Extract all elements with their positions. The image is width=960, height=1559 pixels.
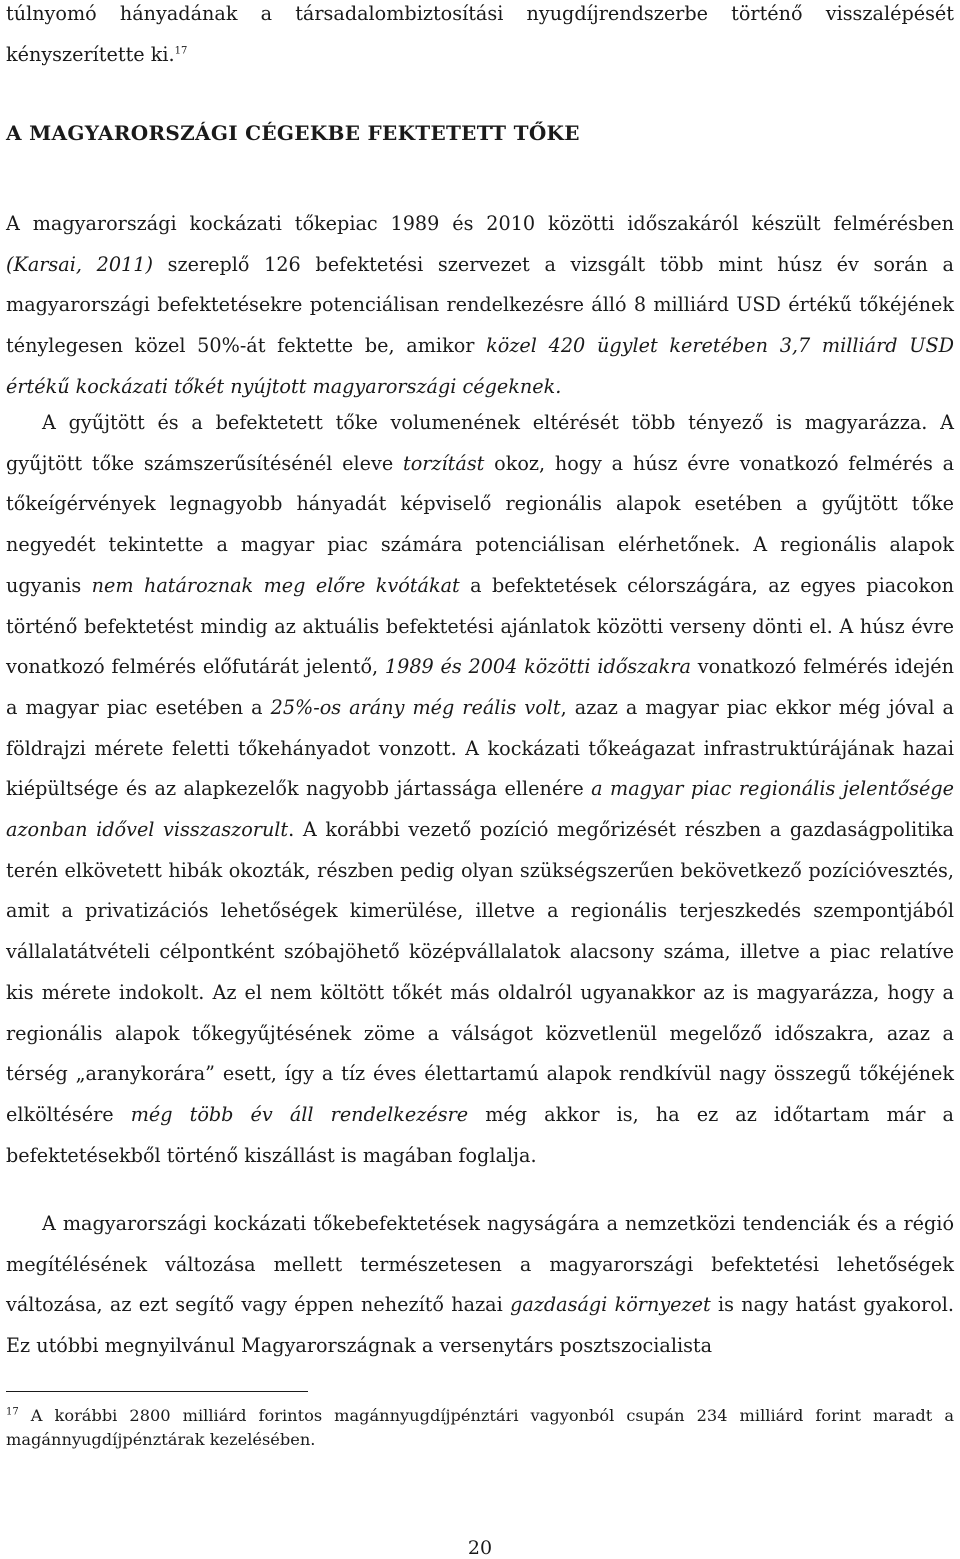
- p2-emph-l: még több év áll rendelkezésre: [130, 1102, 469, 1126]
- p2-emph-b: torzítást: [403, 451, 485, 475]
- p2-text-c: okoz, hogy a húsz évre vonatkozó felmérés a tőkeígérvények legnagyobb hányadát képviselő regionális alapok esetében a gyűjtött tőke negyedét tekintette a magyar piac számára potenciálisan elérhetőnek. A regionális alapok ugyanis: [6, 451, 955, 597]
- p2-emph-j: a magyar piac regionális jelentősége azonban idővel visszaszorult: [6, 777, 954, 842]
- p1-citation: (Karsai, 2011): [6, 252, 153, 276]
- p2-text-i: , azaz a magyar piac ekkor még jóval a földrajzi mérete feletti tőkehányadot vonzott. A kockázati tőkeágazat infrastruktúrájának hazai kiépültsége és az alapkezelők nagyobb jártassága ellenére: [6, 695, 954, 801]
- p2-text-e: a befektetések célországára, az egyes piacokon történő befektetést mindig az aktuális befektetési ajánlatok közötti verseny dönti el. A húsz évre vonatkozó felmérés előfutárát jelentő,: [6, 573, 954, 679]
- p2-emph-h: 25%-os arány még reális volt: [270, 695, 561, 719]
- p1-text-a: A magyarországi kockázati tőkepiac 1989 és 2010 közötti időszakáról készült felmérésben: [6, 212, 954, 235]
- p2-text-g: vonatkozó felmérés idején a magyar piac esetében a: [6, 655, 954, 719]
- p2-text-k: . A korábbi vezető pozíció megőrizését részben a gazdaságpolitika terén elkövetett hibák okozták, részben pedig olyan szükségszerűen bekövetkező pozícióvesztés, amit a privatizációs lehetőségek kimerülése, illetve a regionális terjeszkedés szempontjából vállalatátvételi célpontként szóbajöhető középvállalatok alacsony száma, illetve a piac relatíve kis mérete indokolt. Az el nem költött tőkét más oldalról ugyanakkor az is magyarázza, hogy a regionális alapok tőkegyűjtésének zöme a válságot közvetlenül megelőző időszakra, azaz a térség „aranykorára” esett, így a tíz éves élettartamú alapok rendkívül nagy összegű tőkéjének elköltésére: [6, 818, 954, 1126]
- p2-text-m: még akkor is, ha ez az időtartam már a befektetésekből történő kiszállást is magában foglalja.: [6, 1102, 954, 1167]
- footnote: [6, 1404, 954, 1452]
- intro-paragraph: [6, 0, 954, 75]
- paragraph-1: [6, 204, 954, 408]
- p1-emphasis: közel 420 ügylet keretében 3,7 milliárd USD értékű kockázati tőkét nyújtott magyarországi cégeknek.: [6, 334, 954, 398]
- p2-text-a: A gyűjtött és a befektetett tőke volumenének eltérését több tényező is magyarázza. A gyűjtött tőke számszerűsítésénél eleve: [6, 411, 954, 475]
- footnote-divider: [6, 1391, 308, 1392]
- p3-text-c: is nagy hatást gyakorol. Ez utóbbi megnyilvánul Magyarországnak a versenytárs posztszocialista: [6, 1293, 955, 1358]
- paragraph-2: [6, 403, 954, 1176]
- p3-text-a: A magyarországi kockázati tőkebefektetések nagyságára a nemzetközi tendenciák és a régió megítélésének változása mellett természetesen a magyarországi befektetési lehetőségek változása, az ezt segítő vagy éppen nehezítő hazai: [6, 1212, 954, 1317]
- intro-text: túlnyomó hányadának a társadalombiztosítási nyugdíjrendszerbe történő visszalépését kényszerítette ki.: [6, 2, 954, 66]
- footnote-text: A korábbi 2800 milliárd forintos magánnyugdíjpénztári vagyonból csupán 234 milliárd forint maradt a magánnyugdíjpénztárak kezelésében.: [6, 1406, 954, 1449]
- paragraph-3: [6, 1204, 954, 1367]
- p2-emph-d: nem határoznak meg előre kvótákat: [91, 573, 460, 597]
- footnote-number: 17: [6, 1406, 19, 1418]
- page-number: 20: [467, 1537, 493, 1559]
- p2-emph-f: 1989 és 2004 közötti időszakra: [384, 655, 691, 679]
- p3-emph-b: gazdasági környezet: [510, 1293, 711, 1317]
- footnote-ref[interactable]: 17: [174, 45, 188, 57]
- p1-text-c: szereplő 126 befektetési szervezet a vizsgált több mint húsz év során a magyarországi befektetésekre potenciálisan rendelkezésre álló 8 milliárd USD értékű tőkéjének ténylegesen közel 50%-át fektette be, amikor: [6, 252, 954, 358]
- section-heading: A MAGYARORSZÁGI CÉGEKBE FEKTETETT TŐKE: [6, 121, 580, 145]
